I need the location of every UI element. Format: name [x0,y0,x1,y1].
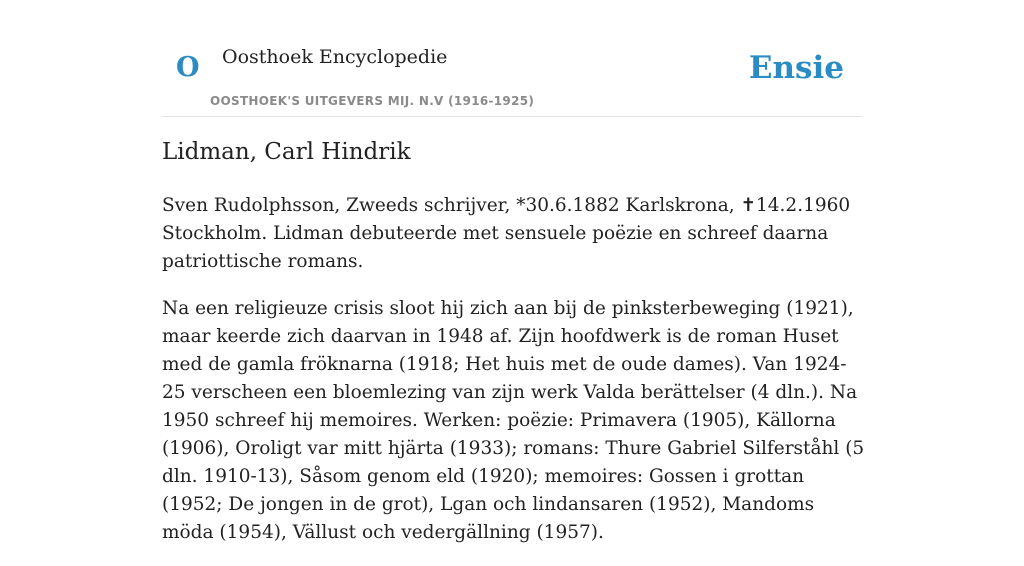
entry-paragraph: Na een religieuze crisis sloot hij zich aan bij de pinksterbeweging (1921), maar keerde zich daarvan in 1948 af. Zijn hoofdwerk is de roman Huset med de gamla fröknarna (1918; Het huis met de oude dames). Van 1924-25 verscheen een bloemlezing van zijn werk Valda berättelser (4 dln.). Na 1950 schreef hij memoires. Werken: poëzie: Primavera (1905), Källorna (1906), Oroligt var mitt hjärta (1933); romans: Thure Gabriel Silferståhl (5 dln. 1910-13), Såsom genom eld (1920); memoires: Gossen i grottan (1952; De jongen in de grot), Lgan och lindansaren (1952), Mandoms möda (1954), Vällust och vedergällning (1957). [162,298,865,543]
entry-title: Lidman, Carl Hindrik [162,139,411,165]
site-header [162,0,862,117]
publisher-label: OOSTHOEK'S UITGEVERS MIJ. N.V (1916-1925) [210,94,535,108]
brand-logo[interactable]: Ensie [748,50,844,86]
logo-icon[interactable]: O [176,52,200,83]
site-title[interactable]: Oosthoek Encyclopedie [222,46,448,68]
entry-body [162,192,867,566]
entry-paragraph: Sven Rudolphsson, Zweeds schrijver, *30.6.1882 Karlskrona, ✝14.2.1960 Stockholm. Lidman debuteerde met sensuele poëzie en schreef daarna patriottische romans. [162,195,851,272]
